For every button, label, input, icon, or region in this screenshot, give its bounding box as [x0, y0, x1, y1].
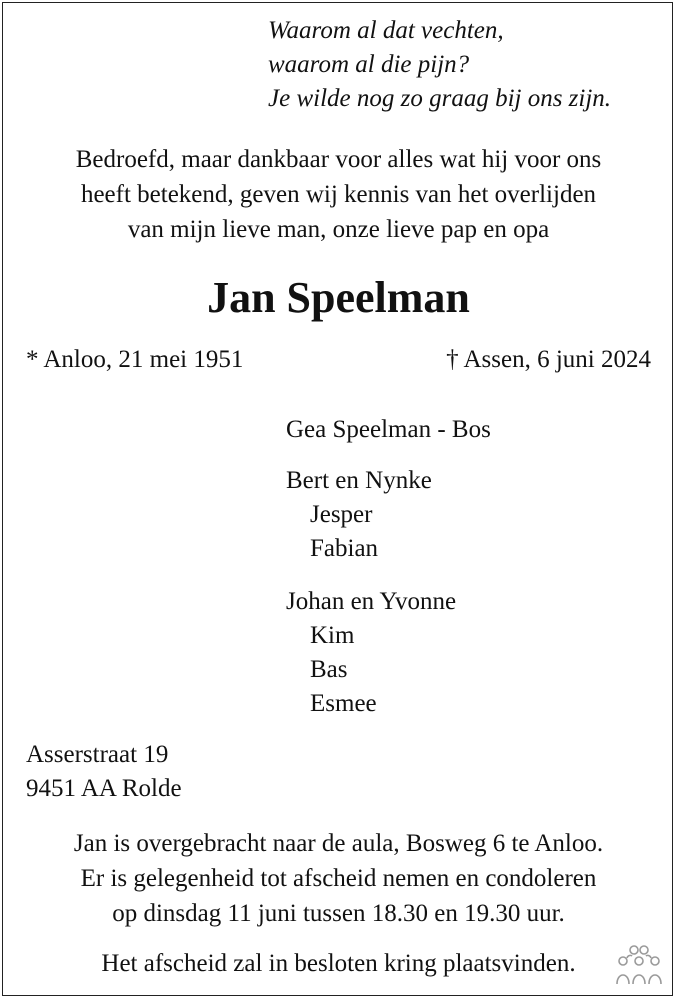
grandchild-name: Bas — [310, 656, 348, 683]
address-street: Asserstraat 19 — [26, 741, 169, 768]
death-info: † Assen, 6 juni 2024 — [446, 346, 651, 373]
deceased-name: Jan Speelman — [207, 273, 470, 322]
poem-line: Je wilde nog zo graag bij ons zijn. — [268, 85, 612, 112]
couple-name: Bert en Nynke — [286, 467, 432, 494]
funeral-info — [0, 826, 677, 931]
birth-info: * Anloo, 21 mei 1951 — [26, 346, 244, 373]
intro-line: Bedroefd, maar dankbaar voor alles wat hij voor ons — [75, 146, 602, 173]
info-line: Jan is overgebracht naar de aula, Bosweg 6 te Anloo. — [73, 830, 604, 857]
info-line: Er is gelegenheid tot afscheid nemen en condoleren — [80, 865, 597, 892]
spouse-name: Gea Speelman - Bos — [286, 416, 491, 443]
grandchild-name: Esmee — [310, 690, 377, 717]
address-block — [26, 738, 182, 806]
info-line: op dinsdag 11 juni tussen 18.30 en 19.30 uur. — [112, 900, 565, 927]
grandchild-name: Jesper — [310, 501, 373, 528]
closing-text: Het afscheid zal in besloten kring plaatsvinden. — [101, 950, 576, 977]
people-group-icon — [614, 944, 664, 988]
intro-text — [0, 142, 677, 247]
intro-line: van mijn lieve man, onze lieve pap en opa — [127, 216, 550, 243]
poem — [268, 14, 611, 116]
poem-line: Waarom al dat vechten, — [268, 17, 504, 44]
address-city: 9451 AA Rolde — [26, 775, 182, 802]
couple-name: Johan en Yvonne — [286, 588, 457, 615]
grandchild-name: Fabian — [310, 535, 379, 562]
poem-line: waarom al die pijn? — [268, 51, 470, 78]
family-group — [286, 464, 432, 566]
intro-line: heeft betekend, geven wij kennis van het overlijden — [80, 181, 597, 208]
family-group — [286, 585, 456, 721]
grandchild-name: Kim — [310, 622, 355, 649]
